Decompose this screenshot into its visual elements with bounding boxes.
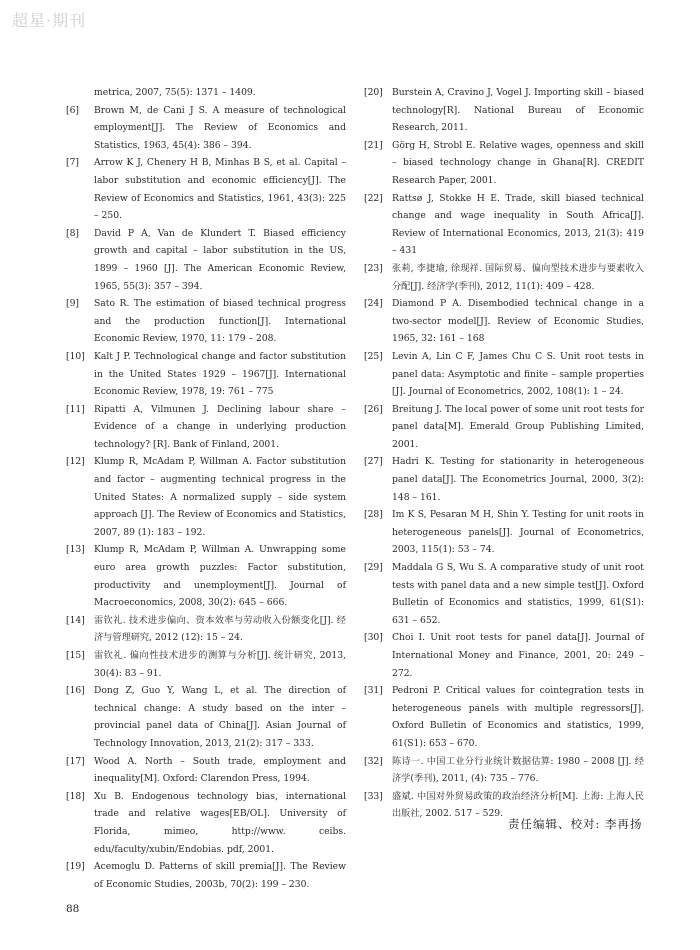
reference-number: [25] — [364, 350, 383, 362]
page-number: 88 — [66, 903, 80, 915]
reference-text: 雷钦礼. 偏向性技术进步的测算与分析[J]. 统计研究, 2013, 30(4): 83 – 91. — [94, 650, 346, 679]
reference-number: [17] — [66, 755, 85, 767]
reference-item — [364, 401, 644, 454]
reference-number: [29] — [364, 562, 383, 574]
reference-item — [364, 753, 644, 788]
reference-number: [20] — [364, 87, 383, 98]
reference-number: [18] — [66, 790, 85, 802]
reference-item — [66, 753, 346, 788]
references-left-column — [66, 84, 346, 893]
reference-item — [364, 137, 644, 190]
watermark-logo: 超星·期刊 — [12, 11, 87, 30]
reference-text: Rattsø J, Stokke H E. Trade, skill biased technical change and wage inequality in South Africa[J]. Review of International Economics, 2013, 21(3): 419 – 431 — [392, 192, 644, 257]
reference-item — [66, 612, 346, 647]
editor-signature: 责任编辑、校对: 李再扬 — [508, 817, 643, 831]
reference-number: [8] — [66, 227, 80, 239]
reference-number: [21] — [364, 139, 383, 151]
reference-text: Brown M, de Cani J S. A measure of technological employment[J]. The Review of Economics and Statistics, 1963, 45(4): 386 – 394. — [94, 104, 346, 151]
reference-text: 雷钦礼. 技术进步偏向、资本效率与劳动收入份额变化[J]. 经济与管理研究, 2012 (12): 15 – 24. — [94, 614, 346, 644]
reference-number: [6] — [66, 104, 80, 116]
reference-text: 陈诗一. 中国工业分行业统计数据估算: 1980 – 2008 [J]. 经济学(季刊), 2011, (4): 735 – 776. — [392, 755, 644, 785]
reference-text: Maddala G S, Wu S. A comparative study of unit root tests with panel data and a new simple test[J]. Oxford Bulletin of Economics and statistics, 1999, 61(S1): 631 – 652. — [392, 562, 644, 626]
reference-item — [66, 647, 346, 682]
reference-item — [364, 682, 644, 752]
reference-text: Levin A, Lin C F, James Chu C S. Unit root tests in panel data: Asymptotic and finite – sample properties [J]. Journal of Econometrics, 2002, 108(1): 1 – 24. — [392, 350, 644, 398]
reference-item — [66, 102, 346, 155]
reference-number: [14] — [66, 614, 85, 626]
reference-text: 盛斌. 中国对外贸易政策的政治经济分析[M]. 上海: 上海人民出版社, 2002. 517 – 529. — [392, 790, 644, 820]
reference-item — [66, 348, 346, 401]
reference-item — [364, 190, 644, 260]
reference-number: [24] — [364, 298, 383, 310]
reference-number: [22] — [364, 192, 383, 204]
reference-item — [364, 348, 644, 401]
reference-number: [10] — [66, 350, 85, 362]
reference-text: Ripatti A, Vilmunen J. Declining labour share – Evidence of a change in underlying production technology? [R]. Bank of Finland, 2001. — [94, 403, 346, 450]
reference-number: [31] — [364, 685, 383, 697]
reference-text: Acemoglu D. Patterns of skill premia[J]. The Review of Economic Studies, 2003b, 70(2): 199 – 230. — [94, 861, 346, 890]
reference-text: Burstein A, Cravino J, Vogel J. Importing skill – biased technology[R]. National Bureau of Economic Research, 2011. — [392, 87, 644, 134]
reference-item — [364, 506, 644, 559]
reference-item — [66, 453, 346, 541]
reference-number: [30] — [364, 632, 383, 644]
reference-text: Pedroni P. Critical values for cointegration tests in heterogeneous panels with multiple regressors[J]. Oxford Bulletin of Economics and statistics, 1999, 61(S1): 653 – 670. — [392, 685, 644, 749]
reference-number: [13] — [66, 544, 85, 556]
reference-text: Choi I. Unit root tests for panel data[J]. Journal of International Money and Finance, 2001, 20: 249 – 272. — [392, 632, 644, 679]
reference-item — [66, 401, 346, 454]
references-right-column — [364, 84, 644, 823]
reference-text: Breitung J. The local power of some unit root tests for panel data[M]. Emerald Group Publishing Limited, 2001. — [392, 403, 644, 450]
reference-text: 张莉, 李捷瑜, 徐现祥. 国际贸易、偏向型技术进步与要素收入分配[J]. 经济学(季刊), 2012, 11(1): 409 – 428. — [392, 262, 644, 292]
reference-text: Im K S, Pesaran M H, Shin Y. Testing for unit roots in heterogeneous panels[J]. Journal of Econometrics, 2003, 115(1): 53 – 74. — [392, 509, 644, 556]
reference-text: Dong Z, Guo Y, Wang L, et al. The direction of technical change: A study based on the inter – provincial panel data of China[J]. Asian Journal of Technology Innovation, 2013, 21(2): 317 – 333. — [94, 685, 346, 749]
reference-item — [66, 541, 346, 611]
reference-text: Xu B. Endogenous technology bias, international trade and relative wages[EB/OL]. University of Florida, mimeo, http://www. ceibs. edu/faculty/xubin/Endobias. pdf, 2001. — [94, 790, 346, 855]
reference-text: David P A, Van de Klundert T. Biased efficiency growth and capital – labor substitution in the US, 1899 – 1960 [J]. The American Economic Review, 1965, 55(3): 357 – 394. — [94, 227, 346, 292]
reference-item — [364, 84, 644, 137]
reference-number: [9] — [66, 298, 80, 310]
reference-text: Klump R, McAdam P, Willman A. Factor substitution and factor – augmenting technical progress in the United States: A normalized supply – side system approach [J]. The Review of Economics and Statistics, 2007, 89 (1): 183 – 192. — [94, 456, 346, 538]
reference-number: [26] — [364, 403, 383, 415]
reference-number: [23] — [364, 262, 383, 274]
reference-item — [66, 858, 346, 893]
reference-text: Görg H, Strobl E. Relative wages, openness and skill – biased technology change in Ghana[R]. CREDIT Research Paper, 2001. — [392, 139, 644, 186]
reference-item — [66, 225, 346, 295]
reference-number: [33] — [364, 790, 383, 802]
reference-number: [16] — [66, 685, 85, 697]
reference-item — [364, 629, 644, 682]
reference-item — [364, 260, 644, 295]
reference-item — [66, 154, 346, 224]
reference-number: [28] — [364, 509, 383, 521]
reference-text: Diamond P A. Disembodied technical change in a two-sector model[J]. Review of Economic Studies, 1965, 32: 161 – 168 — [392, 298, 644, 345]
reference-text: Kalt J P. Technological change and factor substitution in the United States 1929 – 1967[J]. International Economic Review, 1978, 19: 761 – 775 — [94, 350, 346, 398]
reference-text: Arrow K J, Chenery H B, Minhas B S, et al. Capital – labor substitution and economic efficiency[J]. The Review of Economics and Statistics, 1961, 43(3): 225 – 250. — [94, 157, 346, 222]
reference-item — [66, 295, 346, 348]
reference-number: [7] — [66, 157, 80, 169]
reference-item — [364, 295, 644, 348]
reference-number: [32] — [364, 755, 383, 767]
reference-item — [364, 559, 644, 629]
reference-text: Klump R, McAdam P, Willman A. Unwrapping some euro area growth puzzles: Factor substitution, productivity and unemployment[J]. Journal of Macroeconomics, 2008, 30(2): 645 – 666. — [94, 544, 346, 609]
reference-number: [12] — [66, 456, 85, 468]
reference-number: [11] — [66, 403, 85, 415]
reference-text: Sato R. The estimation of biased technical progress and the production function[J]. International Economic Review, 1970, 11: 179 – 208. — [94, 298, 346, 345]
reference-item — [66, 788, 346, 858]
reference-number: [15] — [66, 650, 85, 661]
reference-number: [19] — [66, 861, 85, 873]
reference-number: [27] — [364, 456, 383, 468]
reference-item — [364, 453, 644, 506]
reference-text: metrica, 2007, 75(5): 1371 – 1409. — [94, 87, 256, 98]
reference-item — [66, 84, 346, 102]
reference-text: Hadri K. Testing for stationarity in heterogeneous panel data[J]. The Econometrics Journal, 2000, 3(2): 148 – 161. — [392, 456, 644, 503]
reference-item — [66, 682, 346, 752]
reference-text: Wood A. North – South trade, employment and inequality[M]. Oxford: Clarendon Press, 1994. — [94, 755, 346, 785]
